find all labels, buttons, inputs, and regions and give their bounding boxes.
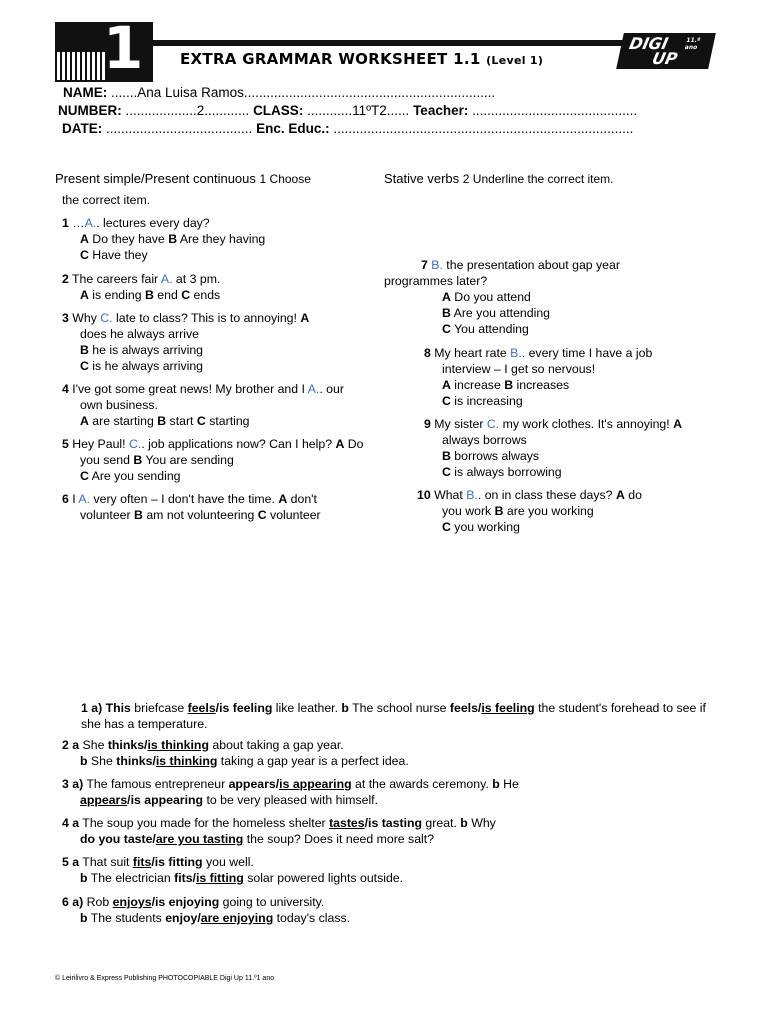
section1-instruction: the correct item. bbox=[62, 193, 151, 207]
stative-5: 5 a That suit fits/is fitting you well. b The electrician fits/is fitting solar powered lights outside. bbox=[62, 855, 404, 885]
stative-2: 2 a She thinks/is thinking about taking a gap year. b She thinks/is thinking taking a gap year is a perfect idea. bbox=[62, 738, 409, 768]
question-4: 4 I've got some great news! My brother and I A.. our own business. A are starting B start C starting bbox=[62, 382, 344, 428]
stative-6: 6 a) Rob enjoys/is enjoying going to university. b The students enjoy/are enjoying today's class. bbox=[62, 895, 351, 925]
digi-up-brand-logo: DIGI UP 11.º ano bbox=[616, 33, 716, 69]
copyright-footer: © Leirilivro & Express Publishing PHOTOCOPIABLE Digi Up 11.º1 ano bbox=[55, 975, 275, 982]
section1-title: Present simple/Present continuous 1 Choose bbox=[55, 171, 311, 186]
digi-up-level-logo bbox=[55, 22, 153, 82]
worksheet-title: EXTRA GRAMMAR WORKSHEET 1.1 (Level 1) bbox=[180, 50, 544, 68]
question-9: 9 My sister C. my work clothes. It's annoying! A always borrows B borrows always C is always borrowing bbox=[424, 417, 682, 479]
logo-number: 1 bbox=[103, 22, 144, 82]
question-6: 6 I A. very often – I don't have the time. A don't volunteer B am not volunteering C volunteer bbox=[62, 492, 321, 522]
date-line: DATE: ....................................... Enc. Educ.: ................................................................................ bbox=[62, 121, 634, 136]
stative-3: 3 a) The famous entrepreneur appears/is appearing at the awards ceremony. b He appears/is appearing to be very pleased with himself. bbox=[62, 777, 519, 807]
stative-4: 4 a The soup you made for the homeless shelter tastes/is tasting great. b Why do you taste/are you tasting the soup? Does it need more salt? bbox=[62, 816, 496, 846]
question-8: 8 My heart rate B.. every time I have a job interview – I get so nervous! A increase B increases C is increasing bbox=[424, 346, 653, 408]
banner-bar bbox=[150, 40, 630, 46]
question-5: 5 Hey Paul! C.. job applications now? Can I help? A Do you send B You are sending C Are you sending bbox=[62, 437, 364, 483]
name-line: NAME: .......Ana Luisa Ramos................................................................... bbox=[63, 85, 496, 100]
stative-1: 1 a) This briefcase feels/is feeling like leather. b The school nurse feels/is feeling the student's forehead to see if she has a temperature. bbox=[81, 701, 706, 731]
question-2: 2 The careers fair A. at 3 pm. A is ending B end C ends bbox=[62, 272, 221, 302]
section2-title: Stative verbs 2 Underline the correct item. bbox=[384, 171, 614, 186]
question-7: 7 B. the presentation about gap year programmes later? A Do you attend B Are you attending C You attending bbox=[384, 258, 620, 336]
question-10: 10 What B.. on in class these days? A do you work B are you working C you working bbox=[417, 488, 642, 534]
question-3: 3 Why C. late to class? This is to annoying! A does he always arrive B he is always arriving C is he always arriving bbox=[62, 311, 310, 373]
number-class-line: NUMBER: ...................2............ CLASS: ............11ºT2...... Teacher: ............................................ bbox=[58, 103, 638, 118]
question-1: 1 …A.. lectures every day? A Do they have B Are they having C Have they bbox=[62, 216, 266, 262]
